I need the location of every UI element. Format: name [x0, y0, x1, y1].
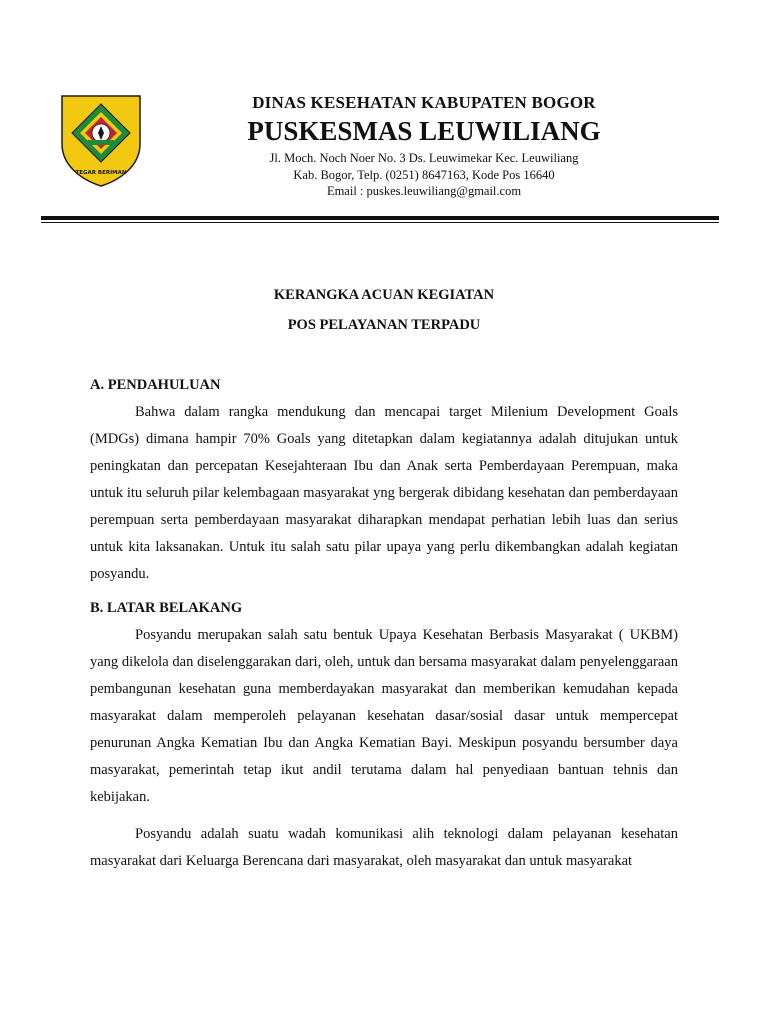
organization-name: DINAS KESEHATAN KABUPATEN BOGOR	[252, 93, 596, 112]
paragraph: Posyandu adalah suatu wadah komunikasi alih teknologi dalam pelayanan kesehatan masyarakat dari Keluarga Berencana dari masyarakat, oleh masyarakat dan untuk masyarakat	[90, 826, 678, 869]
puskesmas-name: PUSKESMAS LEUWILIANG	[247, 116, 601, 146]
address-line-2: Kab. Bogor, Telp. (0251) 8647163, Kode Pos 16640	[293, 167, 555, 182]
letterhead	[0, 0, 768, 225]
email-line: Email : puskes.leuwiliang@gmail.com	[326, 184, 522, 198]
letterhead-divider-thick	[41, 216, 719, 220]
letterhead-divider-thin	[41, 222, 719, 223]
address-line-1: Jl. Moch. Noch Noer No. 3 Ds. Leuwimekar Kec. Leuwiliang	[269, 151, 579, 165]
paragraph: Bahwa dalam rangka mendukung dan mencapai target Milenium Development Goals (MDGs) dimana hampir 70% Goals yang ditetapkan dalam kegiatannya adalah ditujukan untuk peningkatan dan percepatan Kesejahteraan Ibu dan Anak serta Pemberdayaan Perempuan, maka untuk itu seluruh pilar kelembagaan masyarakat yng bergerak dibidang kesehatan dan pemberdayaan perempuan serta pemberdayaan masyarakat diharapkan mendapat perhatian lebih luas dan serius untuk kita laksanakan. Untuk itu salah satu pilar upaya yang perlu dikembangkan adalah kegiatan posyandu.	[90, 404, 678, 582]
bogor-regency-emblem-icon	[58, 92, 144, 188]
document-body	[90, 372, 678, 875]
section-heading-pendahuluan: A. PENDAHULUAN	[90, 377, 221, 393]
paragraph: Posyandu merupakan salah satu bentuk Upaya Kesehatan Berbasis Masyarakat ( UKBM) yang dikelola dan diselenggarakan dari, oleh, untuk dan bersama masyarakat dalam penyelenggaraan pembangunan kesehatan guna memberdayakan masyarakat dan memberikan kemudahan kepada masyarakat dalam memperoleh pelayanan kesehatan dasar/sosial dasar untuk mempercepat penurunan Angka Kematian Ibu dan Angka Kematian Bayi. Meskipun posyandu bersumber daya masyarakat, pemerintah tetap ikut andil terutama dalam hal penyediaan bantuan tehnis dan kebijakan.	[90, 627, 678, 805]
document-title: KERANGKA ACUAN KEGIATAN	[273, 287, 495, 303]
logo-motto: TEGAR BERIMAN	[75, 170, 127, 176]
section-heading-latar-belakang: B. LATAR BELAKANG	[90, 600, 243, 616]
letterhead-text	[196, 92, 652, 200]
document-subtitle: POS PELAYANAN TERPADU	[287, 317, 481, 333]
